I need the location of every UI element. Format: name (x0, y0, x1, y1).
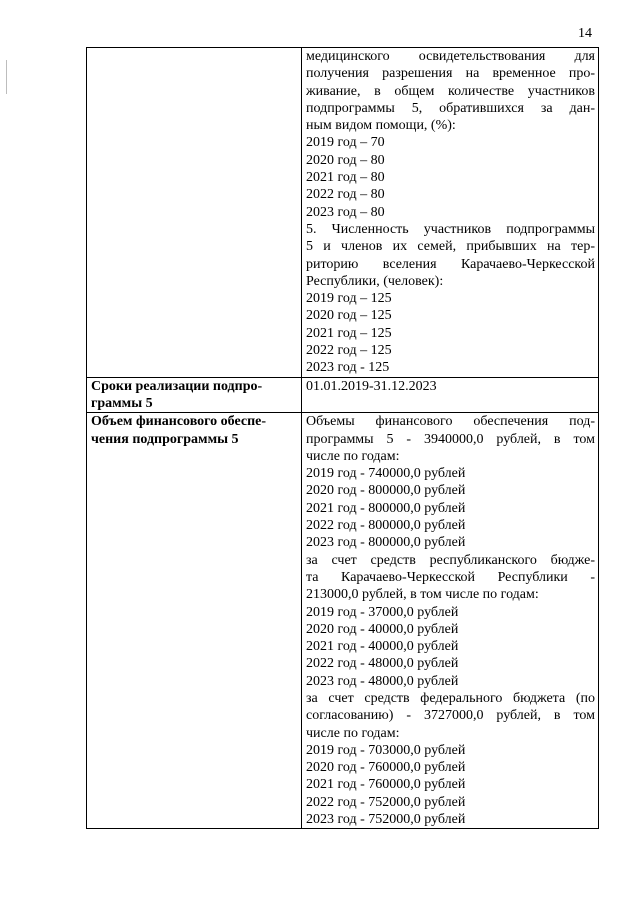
content-line: 2019 год - 37000,0 рублей (306, 604, 459, 620)
content-line: 2019 год - 703000,0 рублей (306, 742, 466, 758)
content-line: 2023 год - 48000,0 рублей (306, 673, 459, 689)
content-line: риторию вселения Карачаево-Черкесской (306, 256, 595, 272)
passport-table (86, 47, 599, 829)
row-label-cell (87, 48, 302, 378)
content-line: 2021 год - 40000,0 рублей (306, 639, 459, 655)
row-content-cell (302, 377, 599, 413)
content-line: 2022 год – 80 (306, 187, 385, 203)
content-line: 2021 год - 800000,0 рублей (306, 500, 466, 516)
content-line: 2022 год - 48000,0 рублей (306, 656, 459, 672)
table-row (87, 377, 599, 413)
row-content-cell (302, 48, 599, 378)
content-line: Республики, (человек): (306, 273, 444, 289)
row-label-line: граммы 5 (91, 395, 153, 411)
content-line: числе по годам: (306, 725, 400, 741)
content-line: согласованию) - 3727000,0 рублей, в том (306, 708, 595, 724)
scan-artifact-line (6, 60, 7, 94)
row-content-cell (302, 413, 599, 829)
content-line: подпрограммы 5, обратившихся за дан- (306, 100, 595, 116)
content-line: 2022 год - 752000,0 рублей (306, 794, 466, 810)
content-line: живание, в общем количестве участников (306, 83, 595, 99)
content-line: 2021 год – 80 (306, 170, 385, 186)
content-line: 5. Численность участников подпрограммы (306, 221, 595, 237)
content-line: 2021 год - 760000,0 рублей (306, 777, 466, 793)
page-number: 14 (578, 26, 592, 41)
content-line: 2020 год – 80 (306, 152, 385, 168)
content-line: 213000,0 рублей, в том числе по годам: (306, 587, 539, 603)
content-line: 2019 год - 740000,0 рублей (306, 466, 466, 482)
content-line: 2019 год – 70 (306, 135, 385, 151)
content-line: медицинского освидетельствования для (306, 49, 595, 64)
table-row (87, 48, 599, 378)
passport-table-body (87, 48, 599, 829)
content-line: 5 и членов их семей, прибывших на тер- (306, 239, 595, 255)
content-line: 2023 год – 80 (306, 204, 385, 220)
content-line: получения разрешения на временное про- (306, 66, 595, 82)
content-line: 2022 год - 800000,0 рублей (306, 518, 466, 534)
content-line: 2023 год - 800000,0 рублей (306, 535, 466, 551)
row-label-line: Сроки реализации подпро- (91, 378, 263, 394)
content-line: 2022 год – 125 (306, 343, 392, 359)
content-line: 2023 год - 752000,0 рублей (306, 812, 466, 828)
content-line: 2020 год - 760000,0 рублей (306, 760, 466, 776)
content-line: Объемы финансового обеспечения под- (306, 414, 595, 430)
content-line: 2023 год - 125 (306, 360, 390, 376)
content-line: 2020 год - 800000,0 рублей (306, 483, 466, 499)
row-label-line: Объем финансового обеспе- (91, 414, 267, 430)
content-line: 2019 год – 125 (306, 291, 392, 307)
table-row (87, 413, 599, 829)
content-line: 2021 год – 125 (306, 325, 392, 341)
content-line: за счет средств федерального бюджета (по (306, 690, 595, 706)
row-label-line: чения подпрограммы 5 (91, 431, 239, 447)
content-line: 2020 год – 125 (306, 308, 392, 324)
content-line: ным видом помощи, (%): (306, 118, 456, 134)
row-label-cell (87, 413, 302, 829)
content-line: та Карачаево-Черкесской Республики - (306, 569, 595, 585)
content-line: 2020 год - 40000,0 рублей (306, 621, 459, 637)
content-line: программы 5 - 3940000,0 рублей, в том (306, 431, 595, 447)
content-line: 01.01.2019-31.12.2023 (306, 378, 437, 394)
content-line: за счет средств республиканского бюдже- (306, 552, 595, 568)
content-line: числе по годам: (306, 448, 400, 464)
row-label-cell (87, 377, 302, 413)
